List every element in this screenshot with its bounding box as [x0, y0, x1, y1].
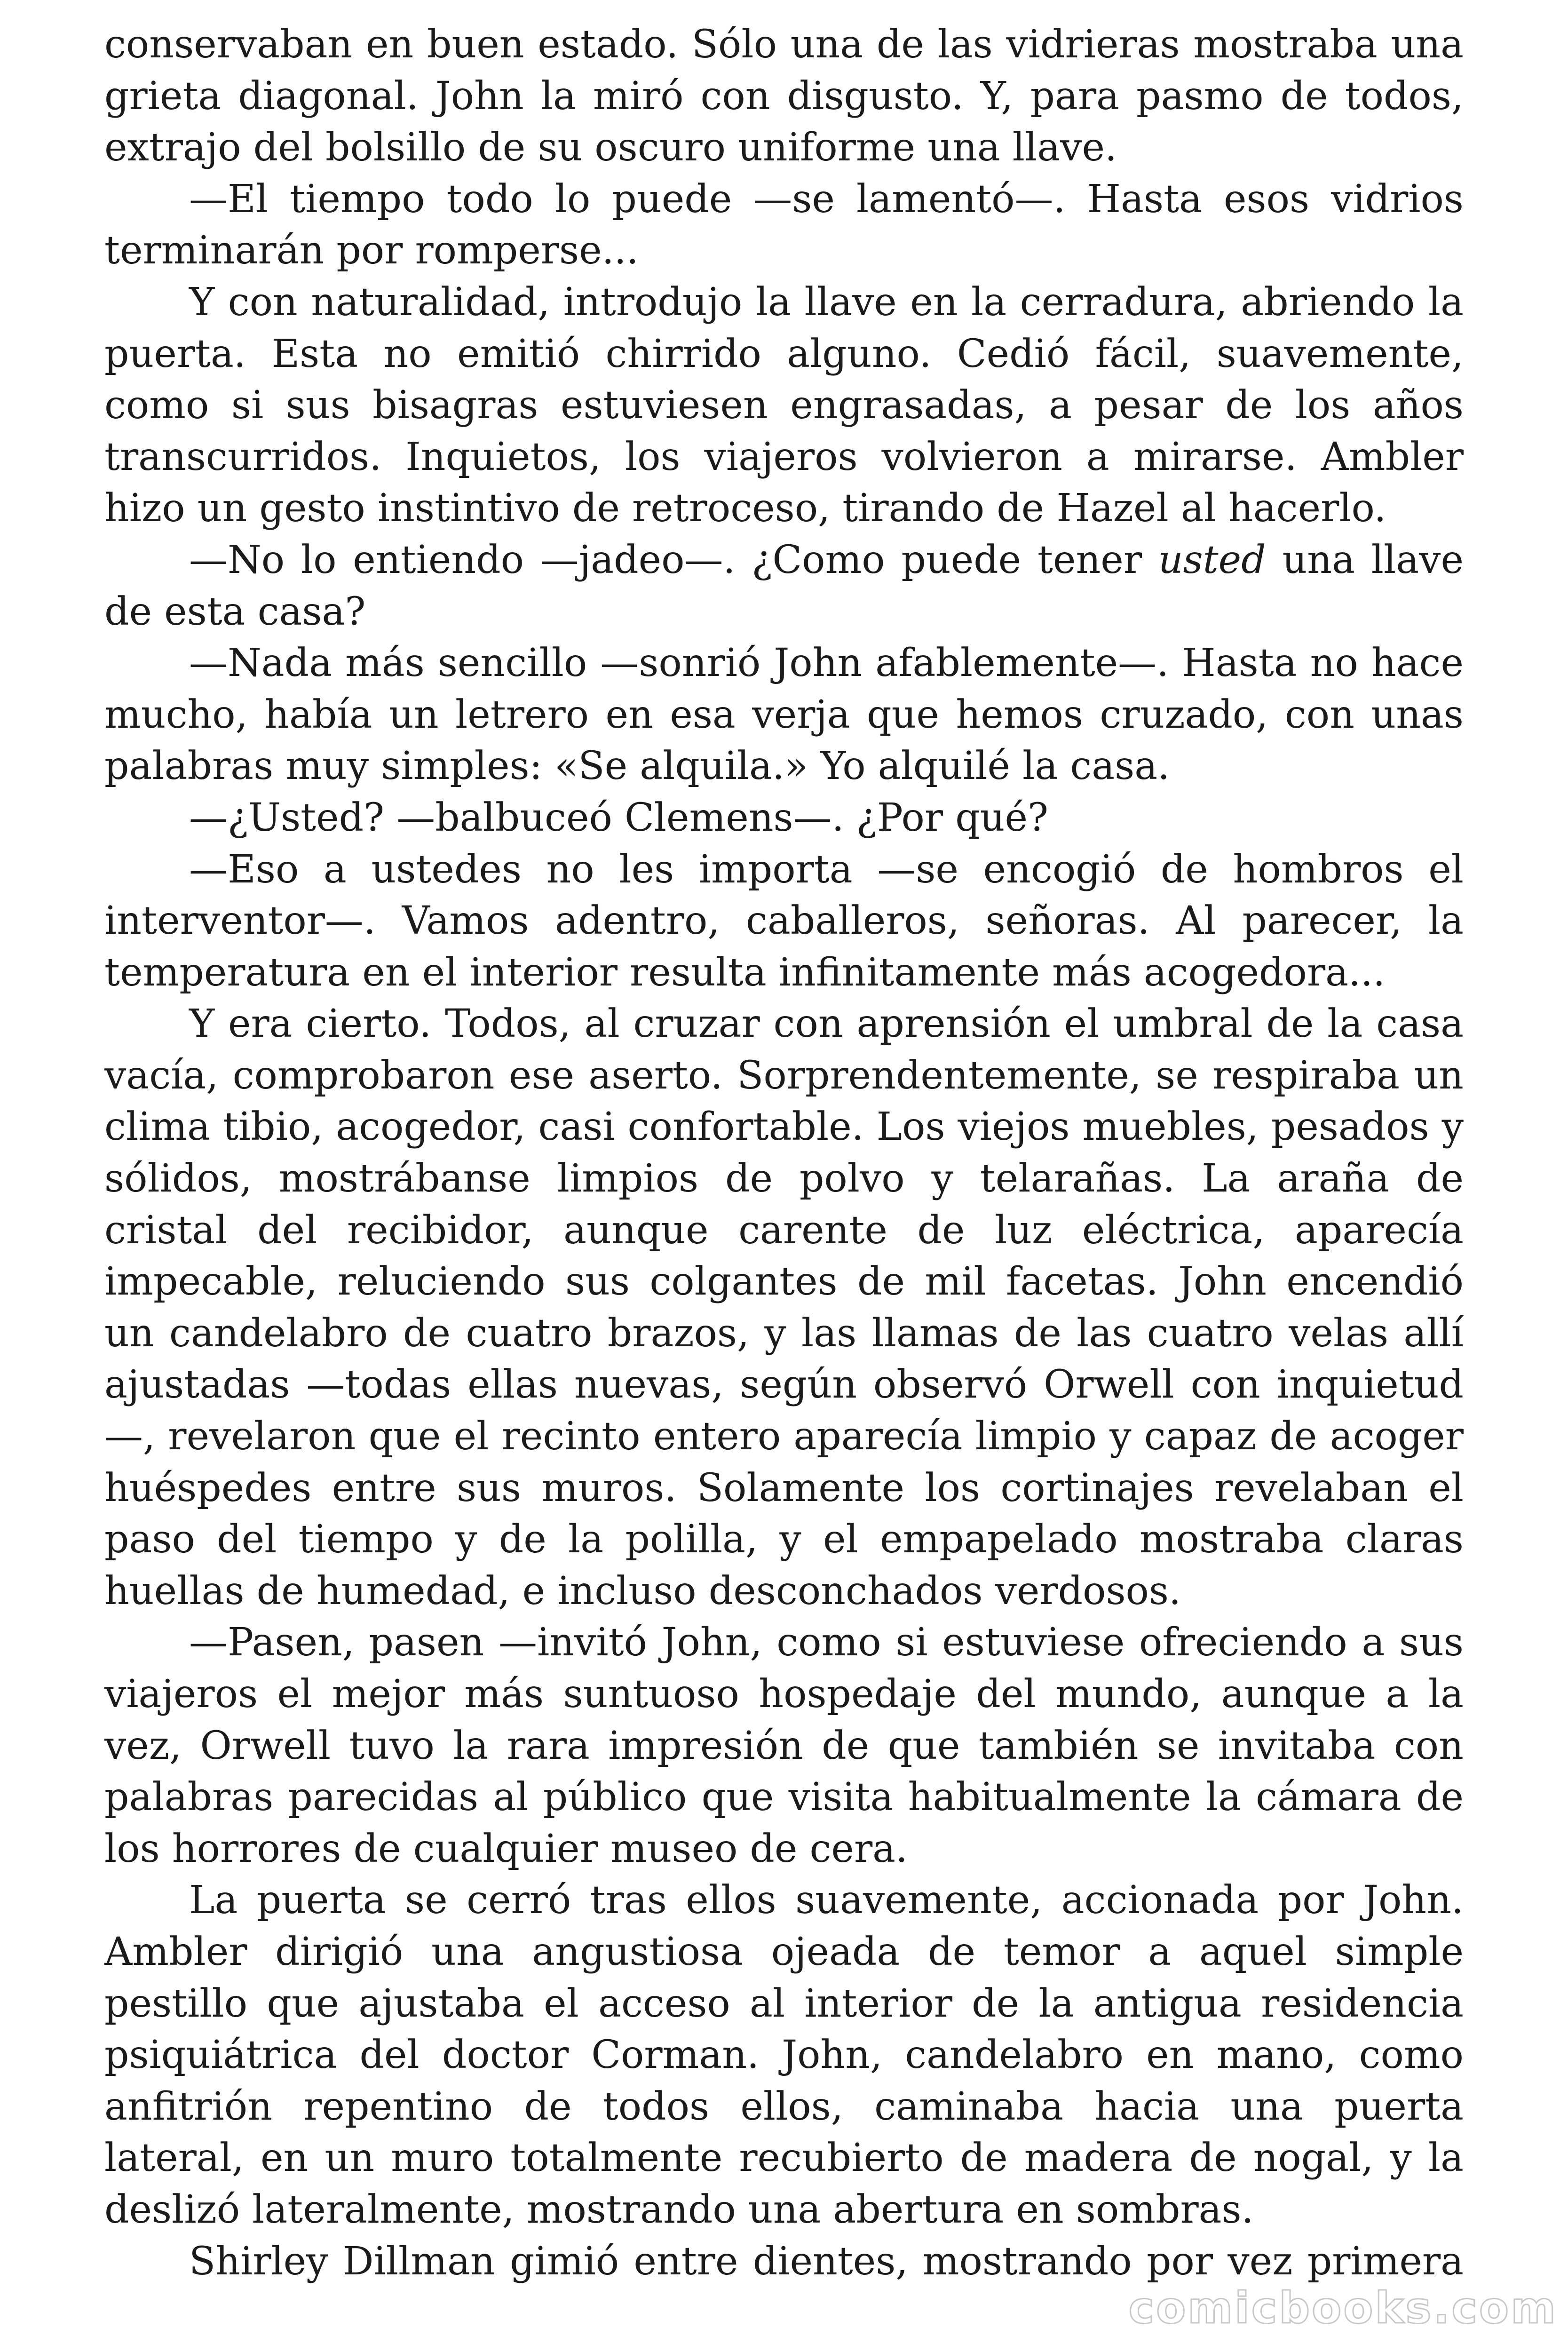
paragraph: —Pasen, pasen —invitó John, como si estuviese ofreciendo a sus viajeros el mejor más suntuoso hospedaje del mundo, aunque a la vez, Orwell tuvo la rara impresión de que también se invitaba con palabras parecidas al público que visita habitualmente la cámara de los horrores de cualquier museo de cera. [104, 1620, 1464, 1871]
paragraph [104, 534, 1464, 637]
paragraph-text: una llave de esta casa? [104, 537, 1464, 634]
paragraph: —Eso a ustedes no les importa —se encogió de hombros el interventor—. Vamos adentro, caballeros, señoras. Al parecer, la temperatura en el interior resulta infinitamente más acogedora... [104, 847, 1464, 995]
paragraph: Shirley Dillman gimió entre dientes, mostrando por vez primera [189, 2239, 1464, 2284]
emphasis-text: usted [1158, 537, 1266, 582]
paragraph: —El tiempo todo lo puede —se lamentó—. Hasta esos vidrios terminarán por romperse... [104, 176, 1464, 273]
paragraph: La puerta se cerró tras ellos suavemente, accionada por John. Ambler dirigió una angustiosa ojeada de temor a aquel simple pestillo que ajustaba el acceso al interior de la antigua residencia psiquiátrica del doctor Corman. John, candelabro en mano, como anfitrión repentino de todos ellos, caminaba hacia una puerta lateral, en un muro totalmente recubierto de madera de nogal, y la deslizó lateralmente, mostrando una abertura en sombras. [104, 1878, 1464, 2232]
paragraph: Y era cierto. Todos, al cruzar con aprensión el umbral de la casa vacía, comprobaron ese aserto. Sorprendentemente, se respiraba un clima tibio, acogedor, casi confortable. Los viejos muebles, pesados y sólidos, mostrábanse limpios de polvo y telarañas. La araña de cristal del recibidor, aunque carente de luz eléctrica, aparecía impecable, reluciendo sus colgantes de mil facetas. John encendió un candelabro de cuatro brazos, y las llamas de las cuatro velas allí ajustadas —todas ellas nuevas, según observó Orwell con inquietud—, revelaron que el recinto entero aparecía limpio y capaz de acoger huéspedes entre sus muros. Solamente los cortinajes revelaban el paso del tiempo y de la polilla, y el empapelado mostraba claras huellas de humedad, e incluso desconchados verdosos. [104, 1001, 1464, 1613]
paragraph: —¿Usted? —balbuceó Clemens—. ¿Por qué? [189, 795, 1048, 840]
paragraph: —Nada más sencillo —sonrió John afablemente—. Hasta no hace mucho, había un letrero en esa verja que hemos cruzado, con unas palabras muy simples: «Se alquila.» Yo alquilé la casa. [104, 641, 1464, 789]
paragraph: conservaban en buen estado. Sólo una de las vidrieras mostraba una grieta diagonal. John la miró con disgusto. Y, para pasmo de todos, extrajo del bolsillo de su oscuro uniforme una llave. [104, 22, 1464, 170]
text-column [104, 19, 1464, 2287]
paragraph-text: —No lo entiendo —jadeo—. ¿Como puede tener [189, 537, 1158, 582]
watermark-logo: comicbooks.com [1128, 2283, 1558, 2333]
paragraph: Y con naturalidad, introdujo la llave en la cerradura, abriendo la puerta. Esta no emitió chirrido alguno. Cedió fácil, suavemente, como si sus bisagras estuviesen engrasadas, a pesar de los años transcurridos. Inquietos, los viajeros volvieron a mirarse. Ambler hizo un gesto instintivo de retroceso, tirando de Hazel al hacerlo. [104, 279, 1464, 531]
